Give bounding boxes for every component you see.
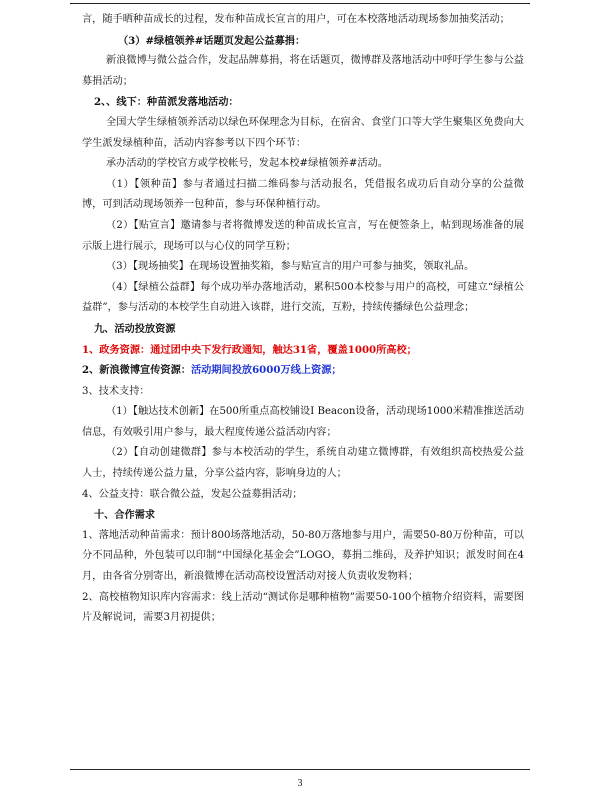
paragraph: 新浪微博与微公益合作，发起品牌募捐，将在话题页，微博群及落地活动中呼吁学生参与公益募捐活动； bbox=[82, 55, 524, 87]
paragraph: 1、落地活动种苗需求：预计800场落地活动，50-80万落地参与用户，需要50-80万份种苗，可以分不同品种，外包装可以印制“中国绿化基金会”LOGO，募捐二维码，及养护知识；派发时间在4月，由各省分别寄出，新浪微博在活动高校设置活动对接人负责收发物料； bbox=[82, 529, 524, 583]
list-item: （2）【自动创建微群】参与本校活动的学生，系统自动建立微博群，有效组织高校热爱公益人士，持续传递公益力量，分享公益内容，影响身边的人； bbox=[82, 447, 524, 480]
list-item: （4）【绿植公益群】每个成功举办落地活动，累积500本校参与用户的高校，可建立“绿植公益群”，参与活动的本校学生自动进入该群，进行交流，互粉，持续传播绿色公益理念； bbox=[82, 281, 524, 314]
list-item: （1）【触达技术创新】在500所重点高校铺设I Beacon设备，活动现场1000米精准推送活动信息，有效吸引用户参与，最大程度传递公益活动内容； bbox=[82, 406, 525, 438]
section-heading: 十、合作需求 bbox=[94, 509, 156, 522]
paragraph: 全国大学生绿植领养活动以绿色环保理念为目标，在宿舍、食堂门口等大学生聚集区免费向大学生派发绿植种苗，活动内容参考以下四个环节： bbox=[82, 116, 524, 149]
footer-rule bbox=[70, 769, 530, 770]
paragraph: 2、高校植物知识库内容需求：线上活动“测试你是哪种植物”需要50-100个植物介绍资料，需要图片及解说词，需要3月初提供； bbox=[82, 591, 524, 624]
document-body bbox=[82, 10, 524, 629]
highlight-line-blue bbox=[82, 360, 524, 382]
list-item: （1）【领种苗】参与者通过扫描二维码参与活动报名，凭借报名成功后自动分享的公益微博，可到活动现场领养一包种苗，参与环保种植行动。 bbox=[82, 178, 524, 211]
list-item: （3）【现场抽奖】在现场设置抽奖箱，参与贴宣言的用户可参与抽奖，领取礼品。 bbox=[106, 261, 475, 273]
paragraph: 4、公益支持：联合微公益，发起公益募捐活动； bbox=[82, 488, 303, 500]
list-item: （2）【贴宣言】邀请参与者将微博发送的种苗成长宣言，写在便签条上，帖到现场准备的展示版上进行展示，现场可以与心仪的同学互粉； bbox=[82, 219, 524, 252]
paragraph: 3、技术支持： bbox=[82, 385, 150, 397]
page-number: 3 bbox=[297, 778, 303, 789]
paragraph: 言，随手晒种苗成长的过程，发布种苗成长宣言的用户，可在本校落地活动现场参加抽奖活动； bbox=[82, 14, 510, 25]
highlight-line-red: 1、政务资源：通过团中央下发行政通知，触达31省，覆盖1000所高校； bbox=[82, 343, 417, 356]
blue-line-prefix: 2、新浪微博宣传资源： bbox=[82, 364, 191, 377]
blue-line-highlight: 活动期间投放6000万线上资源； bbox=[190, 364, 342, 377]
header-rule bbox=[70, 3, 530, 4]
section-heading: 九、活动投放资源 bbox=[94, 322, 176, 335]
section-heading: 2、、线下：种苗派发落地活动： bbox=[94, 96, 239, 109]
subsection-heading: （3）#绿植领养#话题页发起公益募捐： bbox=[118, 34, 306, 47]
paragraph: 承办活动的学校官方或学校帐号，发起本校#绿植领养#活动。 bbox=[106, 158, 388, 170]
